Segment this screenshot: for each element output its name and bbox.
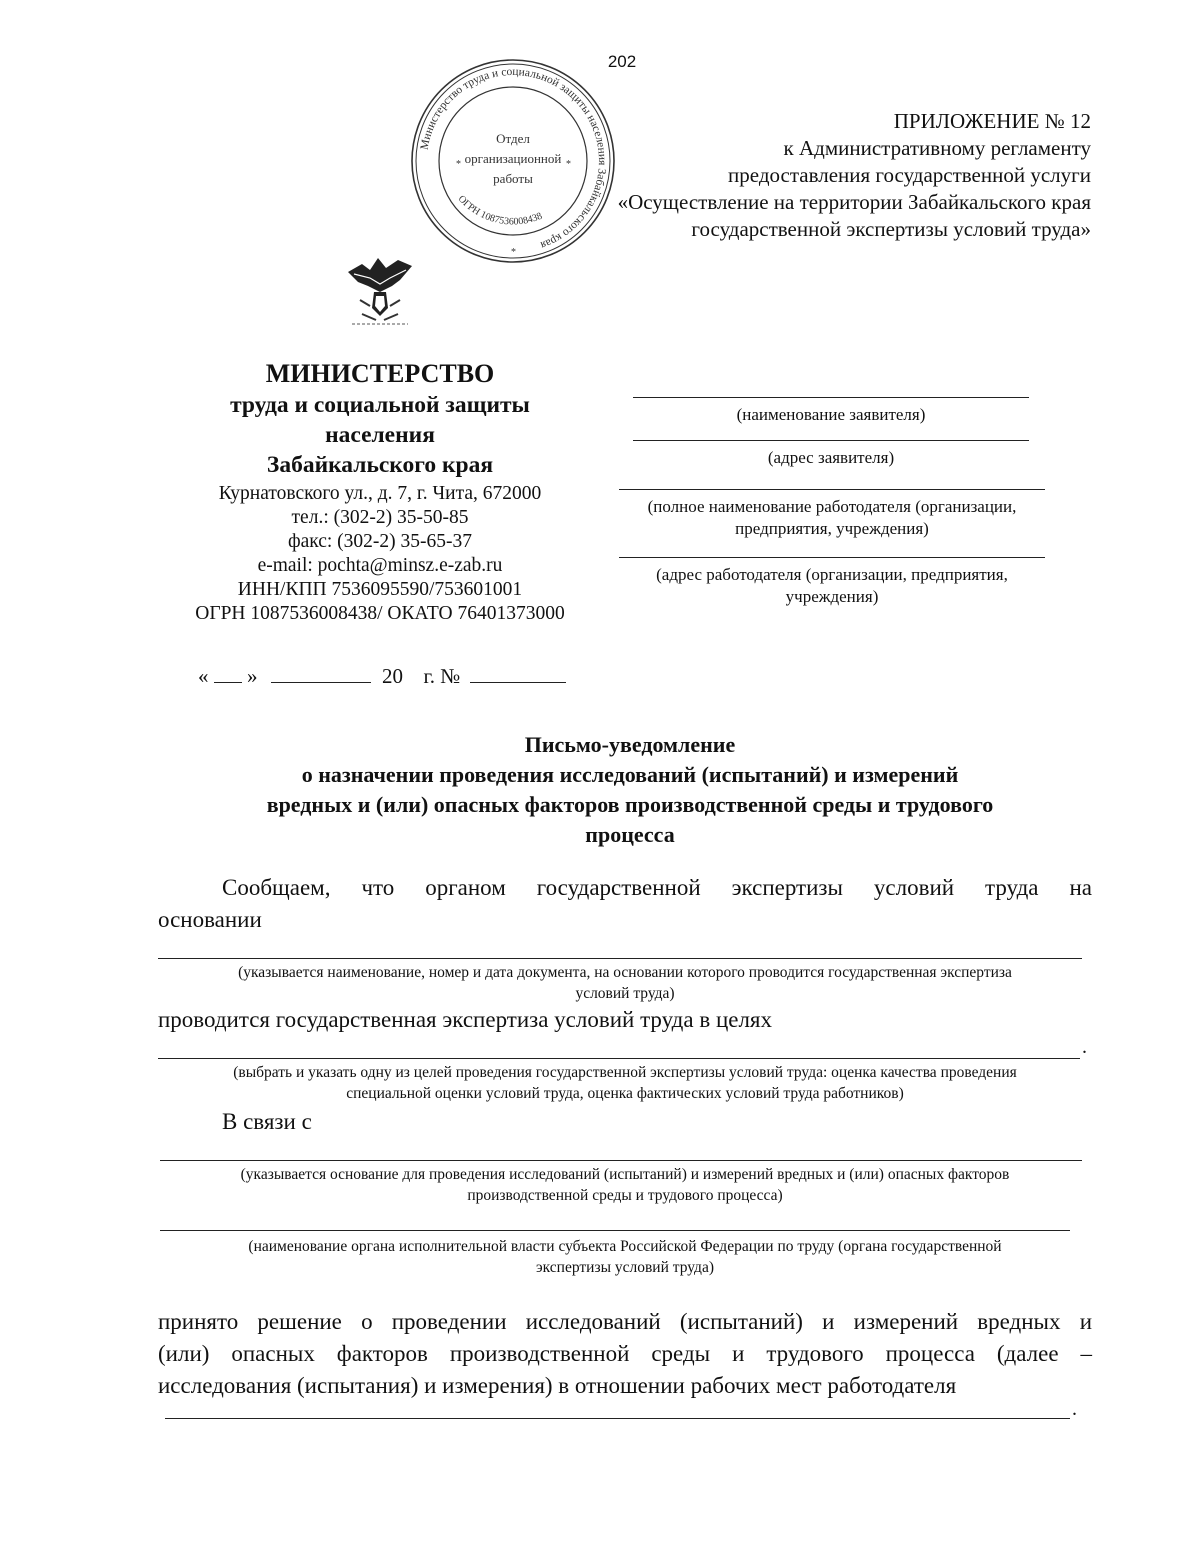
letter-title-line4: процесса <box>585 822 675 847</box>
ministry-title: МИНИСТЕРСТВО <box>265 359 495 388</box>
ministry-inn: ИНН/КПП 7536095590/753601001 <box>237 579 523 600</box>
caption-3-line1: (указывается основание для проведения исследований (испытаний) и измерений вредных и (или) опасных факторов <box>240 1166 1010 1183</box>
purpose-period: . <box>1082 1036 1087 1058</box>
caption-2-line2: специальной оценки условий труда, оценка фактических условий труда работников) <box>346 1085 904 1102</box>
paragraph-4-line2: (или) опасных факторов производственной среды и трудового процесса (далее – <box>158 1341 1092 1366</box>
applicant-name-field[interactable] <box>616 397 1046 426</box>
applicant-address-field[interactable] <box>616 440 1046 469</box>
date-open-quote: « <box>198 664 209 688</box>
stamp-ring-text: Министерство труда и социальной защиты населения Забайкальского края <box>418 65 609 252</box>
stamp-center-line3: работы <box>493 171 533 186</box>
letter-title-line1: Письмо-уведомление <box>524 732 736 757</box>
employer-address-hint-1: (адрес работодателя (организации, предприятия, <box>656 565 1008 584</box>
ministry-subtitle2: населения <box>325 422 435 448</box>
date-close-quote: » <box>247 664 258 688</box>
appendix-header <box>560 108 1091 243</box>
caption-1 <box>158 962 1092 1004</box>
ministry-subtitle1: труда и социальной защиты <box>230 392 530 418</box>
paragraph-3: В связи с <box>222 1109 312 1134</box>
employer-name-field[interactable] <box>612 489 1052 540</box>
appendix-line3: предоставления государственной услуги <box>728 163 1091 187</box>
paragraph-4-line1: принято решение о проведении исследований (испытаний) и измерений вредных и <box>158 1309 1092 1334</box>
letter-title-line3: вредных и (или) опасных факторов производственной среды и трудового <box>266 792 994 817</box>
date-number-line <box>198 662 566 689</box>
year-suffix-number-label: г. № <box>423 664 461 688</box>
document-number-field[interactable] <box>470 662 566 683</box>
caption-3-line2: производственной среды и трудового процесса) <box>467 1187 783 1204</box>
paragraph-1-line2: основании <box>158 907 262 932</box>
employer-name-hint-2: предприятия, учреждения) <box>735 519 929 538</box>
caption-2-line1: (выбрать и указать одну из целей проведения государственной экспертизы условий труда: оценка качества проведения <box>233 1064 1017 1081</box>
paragraph-4-line3: исследования (испытания) и измерения) в отношении рабочих мест работодателя <box>158 1373 957 1398</box>
ministry-subtitle3: Забайкальского края <box>266 452 494 478</box>
letter-title-line2: о назначении проведения исследований (испытаний) и измерений <box>301 762 959 787</box>
svg-text:*: * <box>511 247 516 258</box>
workplaces-period: . <box>1072 1398 1077 1420</box>
svg-text:ОГРН 1087536008438 <box>456 193 544 227</box>
svg-text:*: * <box>566 159 571 170</box>
caption-2 <box>158 1062 1092 1104</box>
paragraph-2: проводится государственная экспертиза условий труда в целях <box>158 1007 773 1032</box>
employer-address-hint-2: учреждения) <box>785 587 879 606</box>
purpose-field[interactable] <box>158 1058 1080 1059</box>
workplaces-field[interactable] <box>165 1418 1070 1419</box>
caption-1-line1: (указывается наименование, номер и дата документа, на основании которого проводится государственная экспертиза <box>238 964 1012 981</box>
day-field[interactable] <box>214 662 242 683</box>
reason-field[interactable] <box>160 1160 1082 1161</box>
applicant-address-hint: (адрес заявителя) <box>767 448 895 467</box>
stamp-ogrn-text: ОГРН 1087536008438 <box>455 193 544 228</box>
year-field[interactable] <box>408 663 418 683</box>
authority-field[interactable] <box>160 1230 1070 1231</box>
caption-4-line2: экспертизы условий труда) <box>536 1259 714 1276</box>
stamp-center-line1: Отдел <box>496 131 530 146</box>
appendix-line2: к Административному регламенту <box>783 136 1091 160</box>
caption-4 <box>158 1236 1092 1278</box>
employer-name-hint-1: (полное наименование работодателя (организации, <box>647 497 1017 516</box>
ministry-address: Курнатовского ул., д. 7, г. Чита, 672000 <box>218 483 542 504</box>
caption-3 <box>158 1164 1092 1206</box>
year-prefix: 20 <box>382 664 403 688</box>
paragraph-1-line1: Сообщаем, что органом государственной экспертизы условий труда на <box>222 875 1092 900</box>
ministry-email: e-mail: pochta@minsz.e-zab.ru <box>257 555 503 576</box>
appendix-line1: ПРИЛОЖЕНИЕ № 12 <box>893 109 1091 133</box>
basis-document-field[interactable] <box>158 958 1082 959</box>
appendix-line4: «Осуществление на территории Забайкальского края <box>617 190 1091 214</box>
applicant-name-hint: (наименование заявителя) <box>736 405 926 424</box>
ministry-fax: факс: (302-2) 35-65-37 <box>287 531 473 552</box>
ministry-letterhead <box>170 358 590 626</box>
caption-1-line2: условий труда) <box>575 985 675 1002</box>
appendix-line5: государственной экспертизы условий труда» <box>691 217 1091 241</box>
month-field[interactable] <box>271 662 371 683</box>
caption-4-line1: (наименование органа исполнительной власти субъекта Российской Федерации по труду (органа государственной <box>248 1238 1002 1255</box>
page-number: 202 <box>607 52 637 71</box>
svg-text:*: * <box>456 159 461 170</box>
ministry-ogrn: ОГРН 1087536008438/ ОКАТО 76401373000 <box>195 603 565 624</box>
ministry-phone: тел.: (302-2) 35-50-85 <box>291 507 469 528</box>
stamp-center-line2: организационной <box>464 151 562 166</box>
employer-address-field[interactable] <box>612 557 1052 608</box>
letter-title <box>160 730 1100 850</box>
coat-of-arms-emblem <box>340 250 420 332</box>
